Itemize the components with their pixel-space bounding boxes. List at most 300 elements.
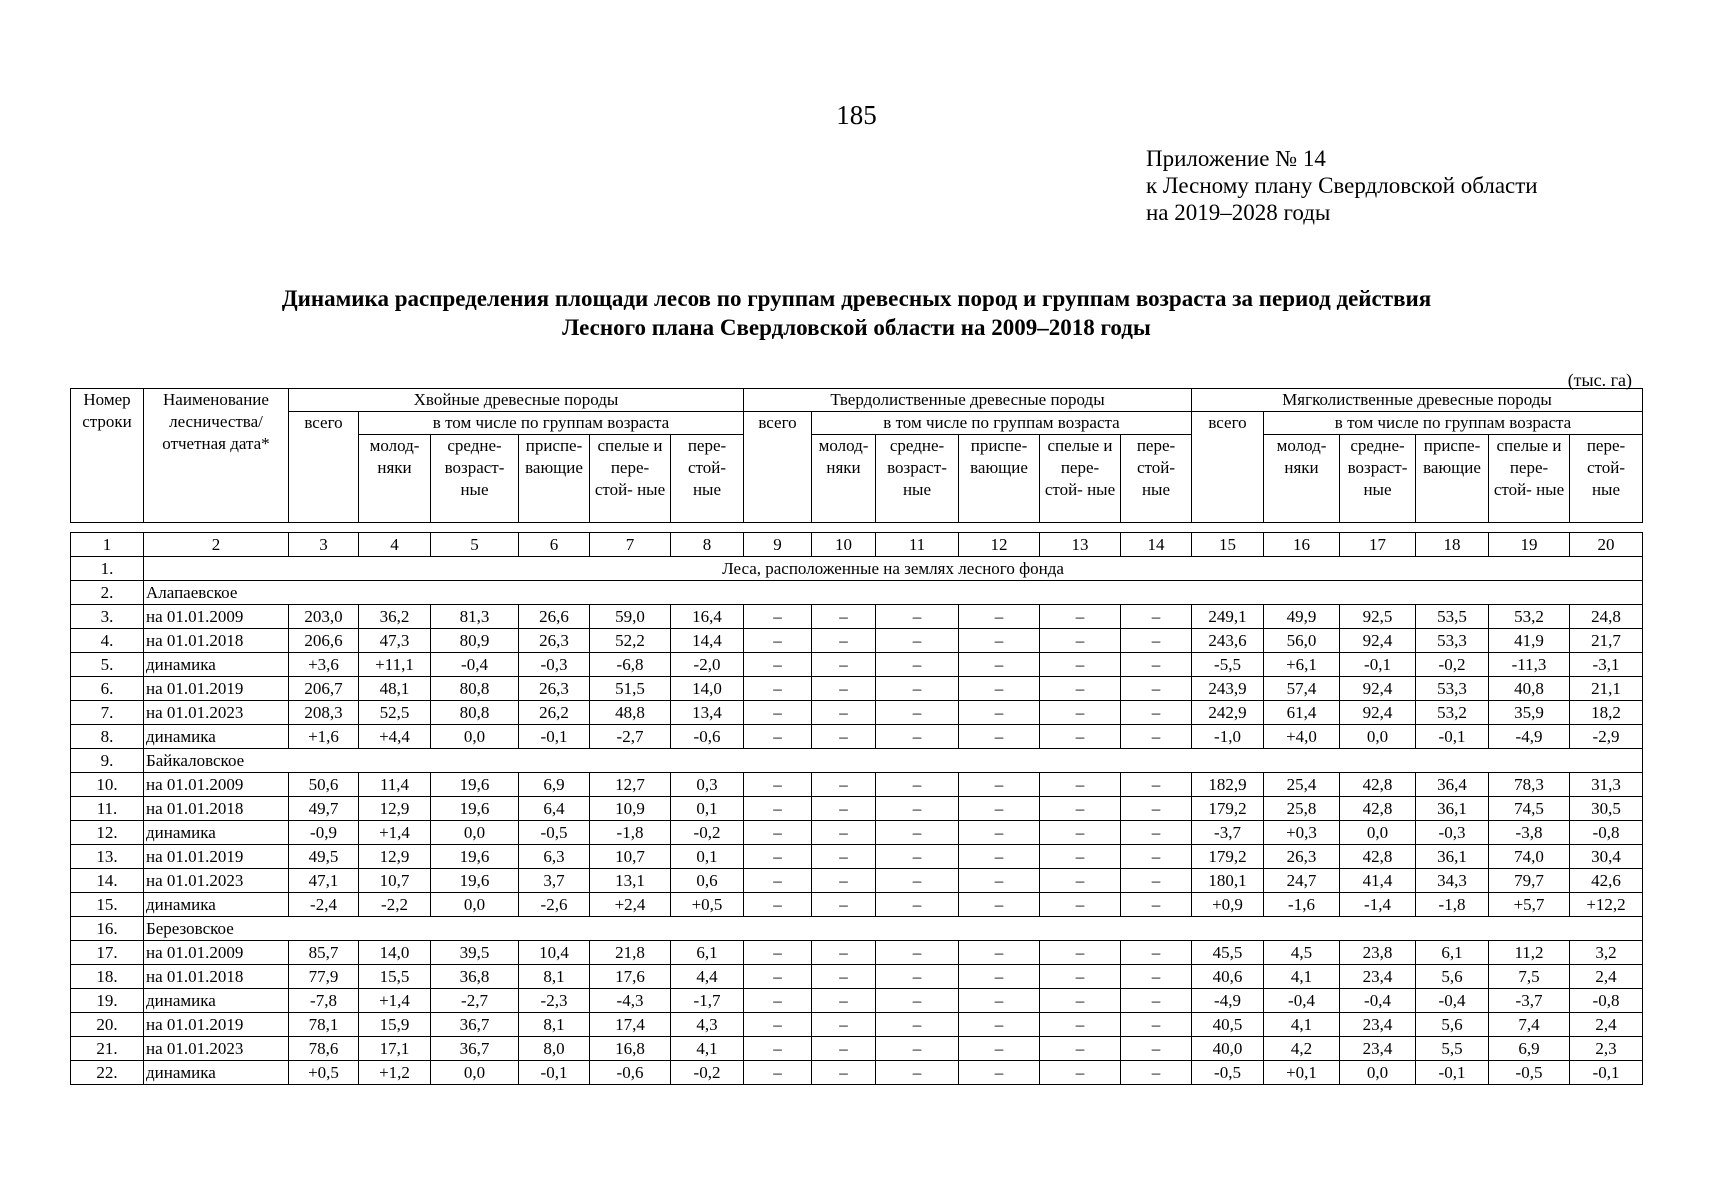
header-overmature: пере- стой- ные bbox=[1570, 435, 1643, 523]
row-number-cell: 19. bbox=[71, 989, 144, 1013]
table-row bbox=[71, 677, 1643, 701]
value-cell: 53,2 bbox=[1489, 605, 1570, 629]
section-title-cell: Леса, расположенные на землях лесного фонда bbox=[144, 557, 1643, 581]
value-cell: 180,1 bbox=[1192, 869, 1264, 893]
value-cell: 48,8 bbox=[590, 701, 671, 725]
value-cell: 208,3 bbox=[289, 701, 359, 725]
value-cell: 23,8 bbox=[1340, 941, 1416, 965]
value-cell: – bbox=[876, 1013, 959, 1037]
value-cell: 3,7 bbox=[519, 869, 590, 893]
value-cell: – bbox=[959, 821, 1040, 845]
value-cell: +1,6 bbox=[289, 725, 359, 749]
report-date-cell: на 01.01.2018 bbox=[144, 965, 289, 989]
value-cell: -6,8 bbox=[590, 653, 671, 677]
value-cell: – bbox=[959, 1037, 1040, 1061]
header-maturing: приспе- вающие bbox=[1416, 435, 1489, 523]
value-cell: – bbox=[876, 653, 959, 677]
value-cell: – bbox=[812, 869, 876, 893]
report-date-cell: динамика bbox=[144, 725, 289, 749]
column-number-cell: 14 bbox=[1121, 533, 1192, 557]
value-cell: 242,9 bbox=[1192, 701, 1264, 725]
report-date-cell: на 01.01.2018 bbox=[144, 797, 289, 821]
value-cell: 2,3 bbox=[1570, 1037, 1643, 1061]
value-cell: 53,5 bbox=[1416, 605, 1489, 629]
report-date-cell: динамика bbox=[144, 653, 289, 677]
value-cell: 40,0 bbox=[1192, 1037, 1264, 1061]
value-cell: – bbox=[876, 893, 959, 917]
value-cell: – bbox=[812, 893, 876, 917]
column-number-cell: 13 bbox=[1040, 533, 1121, 557]
value-cell: – bbox=[812, 821, 876, 845]
value-cell: +0,9 bbox=[1192, 893, 1264, 917]
table-row bbox=[71, 1061, 1643, 1085]
value-cell: 5,6 bbox=[1416, 1013, 1489, 1037]
value-cell: 39,5 bbox=[431, 941, 519, 965]
value-cell: 53,3 bbox=[1416, 629, 1489, 653]
value-cell: – bbox=[876, 989, 959, 1013]
column-number-cell: 18 bbox=[1416, 533, 1489, 557]
value-cell: – bbox=[744, 701, 812, 725]
value-cell: – bbox=[959, 1061, 1040, 1085]
value-cell: 92,4 bbox=[1340, 629, 1416, 653]
value-cell: 25,4 bbox=[1264, 773, 1340, 797]
header-maturing: приспе- вающие bbox=[519, 435, 590, 523]
value-cell: 36,1 bbox=[1416, 845, 1489, 869]
value-cell: 36,1 bbox=[1416, 797, 1489, 821]
value-cell: 49,9 bbox=[1264, 605, 1340, 629]
value-cell: 47,1 bbox=[289, 869, 359, 893]
page-number: 185 bbox=[836, 100, 877, 130]
value-cell: – bbox=[1040, 845, 1121, 869]
value-cell: 17,6 bbox=[590, 965, 671, 989]
value-cell: 0,0 bbox=[431, 821, 519, 845]
value-cell: – bbox=[1121, 701, 1192, 725]
value-cell: – bbox=[812, 1037, 876, 1061]
value-cell: 36,8 bbox=[431, 965, 519, 989]
value-cell: 14,0 bbox=[359, 941, 431, 965]
value-cell: – bbox=[959, 869, 1040, 893]
value-cell: – bbox=[744, 941, 812, 965]
value-cell: 8,0 bbox=[519, 1037, 590, 1061]
value-cell: 53,3 bbox=[1416, 677, 1489, 701]
value-cell: – bbox=[812, 797, 876, 821]
value-cell: 0,0 bbox=[1340, 1061, 1416, 1085]
row-number-cell: 17. bbox=[71, 941, 144, 965]
appendix-line-2: к Лесному плану Свердловской области bbox=[1146, 173, 1538, 198]
value-cell: 79,7 bbox=[1489, 869, 1570, 893]
value-cell: – bbox=[744, 1037, 812, 1061]
header-softwood: Мягколиственные древесные породы bbox=[1192, 389, 1643, 412]
report-date-cell: на 01.01.2018 bbox=[144, 629, 289, 653]
value-cell: – bbox=[876, 965, 959, 989]
value-cell: 26,6 bbox=[519, 605, 590, 629]
value-cell: -5,5 bbox=[1192, 653, 1264, 677]
value-cell: 92,4 bbox=[1340, 701, 1416, 725]
column-number-cell: 20 bbox=[1570, 533, 1643, 557]
value-cell: 78,1 bbox=[289, 1013, 359, 1037]
value-cell: 48,1 bbox=[359, 677, 431, 701]
value-cell: -2,4 bbox=[289, 893, 359, 917]
value-cell: – bbox=[1121, 725, 1192, 749]
value-cell: 26,3 bbox=[519, 629, 590, 653]
appendix-note bbox=[1146, 145, 1538, 226]
value-cell: 24,7 bbox=[1264, 869, 1340, 893]
value-cell: 8,1 bbox=[519, 965, 590, 989]
value-cell: – bbox=[812, 1013, 876, 1037]
value-cell: 53,2 bbox=[1416, 701, 1489, 725]
value-cell: -0,8 bbox=[1570, 989, 1643, 1013]
value-cell: 206,7 bbox=[289, 677, 359, 701]
column-number-cell: 1 bbox=[71, 533, 144, 557]
value-cell: 6,4 bbox=[519, 797, 590, 821]
value-cell: +1,2 bbox=[359, 1061, 431, 1085]
value-cell: 0,0 bbox=[1340, 725, 1416, 749]
value-cell: – bbox=[1040, 1037, 1121, 1061]
row-number-cell: 10. bbox=[71, 773, 144, 797]
value-cell: -2,3 bbox=[519, 989, 590, 1013]
column-number-cell: 11 bbox=[876, 533, 959, 557]
value-cell: -3,7 bbox=[1489, 989, 1570, 1013]
value-cell: – bbox=[812, 725, 876, 749]
value-cell: 61,4 bbox=[1264, 701, 1340, 725]
column-number-row bbox=[71, 533, 1643, 557]
header-row-number: Номер строки bbox=[71, 389, 144, 523]
header-young: молод- няки bbox=[812, 435, 876, 523]
column-number-cell: 5 bbox=[431, 533, 519, 557]
value-cell: 52,5 bbox=[359, 701, 431, 725]
value-cell: – bbox=[959, 629, 1040, 653]
value-cell: – bbox=[876, 941, 959, 965]
row-number-cell: 21. bbox=[71, 1037, 144, 1061]
value-cell: 11,4 bbox=[359, 773, 431, 797]
value-cell: 56,0 bbox=[1264, 629, 1340, 653]
value-cell: 23,4 bbox=[1340, 1013, 1416, 1037]
value-cell: – bbox=[744, 893, 812, 917]
value-cell: – bbox=[959, 605, 1040, 629]
column-number-cell: 9 bbox=[744, 533, 812, 557]
value-cell: 4,5 bbox=[1264, 941, 1340, 965]
value-cell: +12,2 bbox=[1570, 893, 1643, 917]
value-cell: 12,9 bbox=[359, 797, 431, 821]
value-cell: – bbox=[812, 701, 876, 725]
column-number-cell: 16 bbox=[1264, 533, 1340, 557]
value-cell: 21,8 bbox=[590, 941, 671, 965]
value-cell: – bbox=[876, 869, 959, 893]
value-cell: 2,4 bbox=[1570, 965, 1643, 989]
value-cell: 40,6 bbox=[1192, 965, 1264, 989]
header-hardwood-by-age: в том числе по группам возраста bbox=[812, 412, 1192, 435]
value-cell: -2,6 bbox=[519, 893, 590, 917]
value-cell: – bbox=[1040, 629, 1121, 653]
value-cell: 4,2 bbox=[1264, 1037, 1340, 1061]
value-cell: -0,4 bbox=[1340, 989, 1416, 1013]
column-number-cell: 17 bbox=[1340, 533, 1416, 557]
value-cell: 0,0 bbox=[1340, 821, 1416, 845]
value-cell: 41,4 bbox=[1340, 869, 1416, 893]
value-cell: +4,4 bbox=[359, 725, 431, 749]
value-cell: – bbox=[876, 677, 959, 701]
value-cell: – bbox=[876, 1037, 959, 1061]
value-cell: 30,4 bbox=[1570, 845, 1643, 869]
value-cell: 13,4 bbox=[671, 701, 744, 725]
value-cell: 4,1 bbox=[1264, 965, 1340, 989]
table-row bbox=[71, 845, 1643, 869]
value-cell: 78,3 bbox=[1489, 773, 1570, 797]
row-number-cell: 3. bbox=[71, 605, 144, 629]
table-row bbox=[71, 941, 1643, 965]
value-cell: – bbox=[1040, 725, 1121, 749]
value-cell: -0,1 bbox=[519, 725, 590, 749]
value-cell: – bbox=[1121, 1013, 1192, 1037]
header-mature: спелые и пере- стой- ные bbox=[590, 435, 671, 523]
row-number-cell: 20. bbox=[71, 1013, 144, 1037]
value-cell: 31,3 bbox=[1570, 773, 1643, 797]
value-cell: – bbox=[744, 797, 812, 821]
value-cell: 47,3 bbox=[359, 629, 431, 653]
value-cell: – bbox=[876, 701, 959, 725]
value-cell: – bbox=[744, 989, 812, 1013]
value-cell: -1,7 bbox=[671, 989, 744, 1013]
appendix-line-3: на 2019–2028 годы bbox=[1146, 200, 1331, 225]
value-cell: +5,7 bbox=[1489, 893, 1570, 917]
value-cell: 92,5 bbox=[1340, 605, 1416, 629]
table-row bbox=[71, 701, 1643, 725]
value-cell: 6,3 bbox=[519, 845, 590, 869]
value-cell: -0,2 bbox=[1416, 653, 1489, 677]
value-cell: 25,8 bbox=[1264, 797, 1340, 821]
value-cell: -4,9 bbox=[1489, 725, 1570, 749]
row-number-cell: 12. bbox=[71, 821, 144, 845]
value-cell: – bbox=[744, 1061, 812, 1085]
header-middle-aged: средне- возраст- ные bbox=[876, 435, 959, 523]
value-cell: 16,8 bbox=[590, 1037, 671, 1061]
value-cell: – bbox=[959, 965, 1040, 989]
value-cell: 50,6 bbox=[289, 773, 359, 797]
value-cell: 49,7 bbox=[289, 797, 359, 821]
value-cell: -2,2 bbox=[359, 893, 431, 917]
value-cell: – bbox=[959, 653, 1040, 677]
value-cell: 42,8 bbox=[1340, 797, 1416, 821]
value-cell: – bbox=[812, 941, 876, 965]
value-cell: 40,8 bbox=[1489, 677, 1570, 701]
row-number-cell: 22. bbox=[71, 1061, 144, 1085]
value-cell: 5,5 bbox=[1416, 1037, 1489, 1061]
value-cell: -11,3 bbox=[1489, 653, 1570, 677]
column-number-cell: 19 bbox=[1489, 533, 1570, 557]
forestry-name-cell: Березовское bbox=[144, 917, 1643, 941]
header-middle-aged: средне- возраст- ные bbox=[1340, 435, 1416, 523]
value-cell: 18,2 bbox=[1570, 701, 1643, 725]
value-cell: 243,9 bbox=[1192, 677, 1264, 701]
value-cell: 7,5 bbox=[1489, 965, 1570, 989]
value-cell: – bbox=[876, 797, 959, 821]
header-mature: спелые и пере- стой- ные bbox=[1040, 435, 1121, 523]
report-date-cell: на 01.01.2009 bbox=[144, 773, 289, 797]
forestry-name-cell: Алапаевское bbox=[144, 581, 1643, 605]
table-row bbox=[71, 797, 1643, 821]
value-cell: 10,7 bbox=[590, 845, 671, 869]
report-date-cell: динамика bbox=[144, 1061, 289, 1085]
value-cell: -0,5 bbox=[1489, 1061, 1570, 1085]
column-number-cell: 3 bbox=[289, 533, 359, 557]
value-cell: 14,4 bbox=[671, 629, 744, 653]
value-cell: – bbox=[1040, 893, 1121, 917]
report-date-cell: на 01.01.2019 bbox=[144, 845, 289, 869]
value-cell: – bbox=[1121, 869, 1192, 893]
value-cell: 59,0 bbox=[590, 605, 671, 629]
value-cell: 4,1 bbox=[671, 1037, 744, 1061]
value-cell: – bbox=[744, 869, 812, 893]
value-cell: 80,8 bbox=[431, 701, 519, 725]
units-label: (тыс. га) bbox=[1567, 370, 1632, 390]
forestry-name-cell: Байкаловское bbox=[144, 749, 1643, 773]
value-cell: – bbox=[812, 989, 876, 1013]
value-cell: -1,0 bbox=[1192, 725, 1264, 749]
value-cell: 2,4 bbox=[1570, 1013, 1643, 1037]
value-cell: 80,9 bbox=[431, 629, 519, 653]
report-date-cell: на 01.01.2009 bbox=[144, 941, 289, 965]
forestry-row bbox=[71, 917, 1643, 941]
header-overmature: пере- стой- ные bbox=[671, 435, 744, 523]
value-cell: – bbox=[1040, 989, 1121, 1013]
value-cell: -0,4 bbox=[1416, 989, 1489, 1013]
header-middle-aged: средне- возраст- ные bbox=[431, 435, 519, 523]
value-cell: – bbox=[744, 773, 812, 797]
value-cell: – bbox=[744, 629, 812, 653]
report-date-cell: на 01.01.2019 bbox=[144, 677, 289, 701]
data-table bbox=[70, 532, 1643, 1085]
document-title bbox=[0, 284, 1713, 342]
table-row bbox=[71, 869, 1643, 893]
value-cell: 8,1 bbox=[519, 1013, 590, 1037]
value-cell: 42,8 bbox=[1340, 845, 1416, 869]
value-cell: – bbox=[959, 677, 1040, 701]
header-coniferous-by-age: в том числе по группам возраста bbox=[359, 412, 744, 435]
value-cell: +6,1 bbox=[1264, 653, 1340, 677]
row-number-cell: 9. bbox=[71, 749, 144, 773]
value-cell: 74,0 bbox=[1489, 845, 1570, 869]
value-cell: – bbox=[1121, 653, 1192, 677]
value-cell: -0,5 bbox=[519, 821, 590, 845]
value-cell: – bbox=[744, 965, 812, 989]
value-cell: 36,7 bbox=[431, 1037, 519, 1061]
column-number-cell: 10 bbox=[812, 533, 876, 557]
forestry-row bbox=[71, 581, 1643, 605]
column-number-cell: 12 bbox=[959, 533, 1040, 557]
value-cell: -1,8 bbox=[590, 821, 671, 845]
value-cell: -2,9 bbox=[1570, 725, 1643, 749]
value-cell: -0,1 bbox=[1416, 1061, 1489, 1085]
value-cell: 30,5 bbox=[1570, 797, 1643, 821]
value-cell: 14,0 bbox=[671, 677, 744, 701]
value-cell: 0,0 bbox=[431, 725, 519, 749]
column-number-cell: 8 bbox=[671, 533, 744, 557]
value-cell: 13,1 bbox=[590, 869, 671, 893]
value-cell: 0,0 bbox=[431, 893, 519, 917]
table-row bbox=[71, 605, 1643, 629]
value-cell: – bbox=[876, 845, 959, 869]
table-row bbox=[71, 893, 1643, 917]
value-cell: – bbox=[959, 701, 1040, 725]
value-cell: – bbox=[959, 1013, 1040, 1037]
value-cell: – bbox=[812, 653, 876, 677]
table-row bbox=[71, 629, 1643, 653]
appendix-line-1: Приложение № 14 bbox=[1146, 146, 1326, 171]
value-cell: – bbox=[744, 677, 812, 701]
value-cell: -1,4 bbox=[1340, 893, 1416, 917]
table-row bbox=[71, 653, 1643, 677]
value-cell: – bbox=[1040, 701, 1121, 725]
value-cell: 7,4 bbox=[1489, 1013, 1570, 1037]
value-cell: 17,1 bbox=[359, 1037, 431, 1061]
value-cell: – bbox=[959, 893, 1040, 917]
value-cell: – bbox=[1121, 773, 1192, 797]
value-cell: +2,4 bbox=[590, 893, 671, 917]
header-hardwood-total: всего bbox=[744, 412, 812, 523]
value-cell: 92,4 bbox=[1340, 677, 1416, 701]
value-cell: – bbox=[1040, 677, 1121, 701]
value-cell: – bbox=[1040, 965, 1121, 989]
value-cell: +0,1 bbox=[1264, 1061, 1340, 1085]
value-cell: -0,1 bbox=[519, 1061, 590, 1085]
value-cell: -2,7 bbox=[431, 989, 519, 1013]
value-cell: – bbox=[1040, 605, 1121, 629]
header-name: Наименование лесничества/ отчетная дата* bbox=[144, 389, 289, 523]
value-cell: -0,6 bbox=[590, 1061, 671, 1085]
value-cell: 12,7 bbox=[590, 773, 671, 797]
row-number-cell: 11. bbox=[71, 797, 144, 821]
row-number-cell: 8. bbox=[71, 725, 144, 749]
value-cell: 17,4 bbox=[590, 1013, 671, 1037]
column-number-cell: 6 bbox=[519, 533, 590, 557]
value-cell: – bbox=[812, 965, 876, 989]
title-line-1: Динамика распределения площади лесов по группам древесных пород и группам возраста за период действия bbox=[281, 286, 1432, 311]
value-cell: 6,9 bbox=[519, 773, 590, 797]
report-date-cell: динамика bbox=[144, 893, 289, 917]
value-cell: – bbox=[744, 725, 812, 749]
value-cell: – bbox=[1040, 821, 1121, 845]
value-cell: 10,9 bbox=[590, 797, 671, 821]
value-cell: – bbox=[1121, 1037, 1192, 1061]
value-cell: – bbox=[812, 773, 876, 797]
row-number-cell: 7. bbox=[71, 701, 144, 725]
value-cell: 85,7 bbox=[289, 941, 359, 965]
value-cell: 6,1 bbox=[671, 941, 744, 965]
table-row bbox=[71, 989, 1643, 1013]
header-mature: спелые и пере- стой- ные bbox=[1489, 435, 1570, 523]
value-cell: 51,5 bbox=[590, 677, 671, 701]
value-cell: – bbox=[876, 1061, 959, 1085]
value-cell: 78,6 bbox=[289, 1037, 359, 1061]
value-cell: 21,1 bbox=[1570, 677, 1643, 701]
header-young: молод- няки bbox=[359, 435, 431, 523]
header-softwood-by-age: в том числе по группам возраста bbox=[1264, 412, 1643, 435]
value-cell: 49,5 bbox=[289, 845, 359, 869]
value-cell: 206,6 bbox=[289, 629, 359, 653]
value-cell: – bbox=[876, 773, 959, 797]
value-cell: +1,4 bbox=[359, 989, 431, 1013]
value-cell: – bbox=[1040, 797, 1121, 821]
value-cell: – bbox=[812, 629, 876, 653]
value-cell: 19,6 bbox=[431, 797, 519, 821]
value-cell: 0,1 bbox=[671, 797, 744, 821]
column-number-cell: 2 bbox=[144, 533, 289, 557]
value-cell: – bbox=[1121, 1061, 1192, 1085]
value-cell: – bbox=[1121, 941, 1192, 965]
value-cell: -0,1 bbox=[1570, 1061, 1643, 1085]
table-row bbox=[71, 773, 1643, 797]
row-number-cell: 2. bbox=[71, 581, 144, 605]
